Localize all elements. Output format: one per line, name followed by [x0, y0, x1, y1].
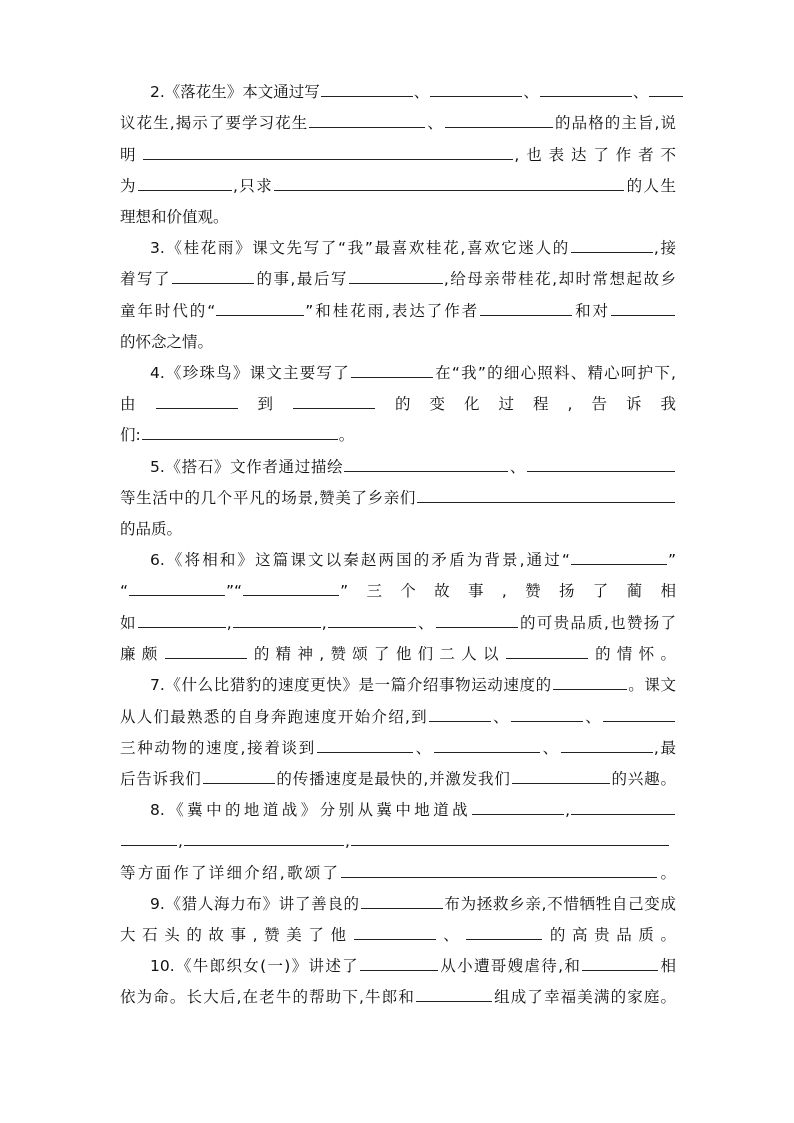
answer-blank[interactable] [321, 77, 413, 97]
answer-blank[interactable] [351, 358, 433, 378]
question-text: 的兴趣。 [610, 770, 676, 788]
question-text: 的高贵品质。 [543, 926, 676, 944]
question-text: 、 [413, 83, 430, 101]
question-line [120, 764, 676, 794]
question-text: 的传播速度是最快的,并激发我们 [275, 770, 511, 788]
answer-blank[interactable] [649, 77, 683, 97]
answer-blank[interactable] [138, 608, 226, 628]
question-text: 的情怀。 [588, 645, 676, 663]
question-text: 的人生 [625, 177, 676, 195]
question-text: , [321, 614, 327, 632]
question-text: 的怀念之情。 [120, 333, 214, 351]
question-text: ,接 [653, 239, 676, 257]
answer-blank[interactable] [142, 420, 338, 440]
question-text: 、 [426, 114, 444, 132]
answer-blank[interactable] [512, 764, 610, 784]
question-line [120, 639, 676, 669]
answer-blank[interactable] [417, 483, 675, 503]
question-line [120, 858, 676, 888]
question-text: 、 [509, 458, 526, 476]
question-text: 的精神,赞颂了他们二人以 [247, 645, 505, 663]
question-line [120, 608, 676, 638]
answer-blank[interactable] [143, 140, 513, 160]
question-line [150, 545, 676, 575]
question-text: 。课文 [627, 676, 676, 694]
answer-blank[interactable] [203, 764, 275, 784]
question-text: 依为命。长大后,在老牛的帮助下,牛郎和 [120, 988, 415, 1006]
question-text: 等生活中的几个平凡的场景,赞美了乡亲们 [120, 489, 416, 507]
answer-blank[interactable] [466, 920, 542, 940]
question-text: ,也表达了作者不 [514, 146, 676, 164]
question-text: 如 [120, 614, 137, 632]
question-text: 6.《将相和》这篇课文以秦赵两国的矛盾为背景,通过“ [150, 551, 570, 569]
question-line [150, 670, 676, 700]
question-text: 、 [632, 83, 649, 101]
question-text: 的事,最后写 [254, 270, 348, 288]
question-line [120, 920, 676, 950]
question-text: , [178, 832, 183, 850]
question-text: 、 [436, 926, 466, 944]
question-line [120, 140, 676, 170]
question-line [120, 483, 676, 513]
question-line [120, 389, 676, 419]
question-line [150, 77, 676, 107]
answer-blank[interactable] [351, 826, 669, 846]
answer-blank[interactable] [540, 77, 632, 97]
question-text: 、 [540, 739, 560, 757]
answer-blank[interactable] [360, 951, 438, 971]
answer-blank[interactable] [165, 639, 247, 659]
answer-blank[interactable] [293, 389, 375, 409]
answer-blank[interactable] [121, 826, 177, 846]
question-text: 议花生,揭示了要学习花生 [120, 114, 309, 132]
answer-blank[interactable] [129, 576, 225, 596]
question-line [120, 202, 676, 232]
question-line [120, 733, 676, 763]
answer-blank[interactable] [571, 545, 667, 565]
question-line [150, 795, 676, 825]
question-text: 的可贵品质,也赞扬了 [518, 614, 676, 632]
answer-blank[interactable] [571, 233, 653, 253]
question-text: , [226, 614, 232, 632]
question-text: 。 [338, 426, 355, 444]
answer-blank[interactable] [274, 171, 624, 191]
question-text: ”“ [226, 582, 243, 600]
answer-blank[interactable] [309, 108, 425, 128]
answer-blank[interactable] [445, 108, 553, 128]
answer-blank[interactable] [472, 795, 564, 815]
question-text: 从小遭哥嫂虐待,和 [438, 957, 582, 975]
question-text: 童年时代的“ [120, 302, 216, 320]
question-text: 和对 [573, 302, 610, 320]
question-line [120, 514, 676, 544]
answer-blank[interactable] [553, 670, 627, 690]
question-text: 、 [413, 739, 433, 757]
question-line [120, 264, 676, 294]
question-text: 到 [238, 395, 293, 413]
question-text: 5.《搭石》文作者通过描绘 [150, 458, 344, 476]
question-line [150, 951, 676, 981]
question-text: 、 [583, 708, 602, 726]
answer-blank[interactable] [561, 733, 653, 753]
answer-blank[interactable] [611, 296, 675, 316]
answer-blank[interactable] [430, 77, 522, 97]
question-text: 理想和价值观。 [120, 208, 229, 226]
question-text: 4.《珍珠鸟》课文主要写了 [150, 364, 350, 382]
question-text: 后告诉我们 [120, 770, 202, 788]
question-line [120, 108, 676, 138]
question-line [150, 358, 676, 388]
question-text: , [565, 801, 570, 819]
question-text: 的变化过程,告诉我 [376, 395, 676, 413]
question-text: 从人们最熟悉的自身奔跑速度开始介绍,到 [120, 708, 428, 726]
question-text: 们: [120, 426, 141, 444]
answer-blank[interactable] [527, 452, 675, 472]
question-text: 3.《桂花雨》课文先写了“我”最喜欢桂花,喜欢它迷人的 [150, 239, 570, 257]
question-line [120, 296, 676, 326]
answer-blank[interactable] [184, 826, 344, 846]
answer-blank[interactable] [506, 639, 588, 659]
question-text: 、 [523, 83, 539, 101]
question-text: 、 [491, 708, 510, 726]
question-text: , [344, 832, 350, 850]
question-text: 为 [120, 177, 137, 195]
answer-blank[interactable] [138, 171, 232, 191]
question-text: 8.《冀中的地道战》分别从冀中地道战 [150, 801, 472, 819]
question-text: 、 [416, 614, 435, 632]
question-text: 7.《什么比猎豹的速度更快》是一篇介绍事物运动速度的 [150, 676, 552, 694]
question-text: 等方面作了详细介绍,歌颂了 [120, 864, 341, 882]
question-line [120, 327, 676, 357]
answer-blank[interactable] [172, 264, 254, 284]
answer-blank[interactable] [216, 296, 304, 316]
question-text: ,只求 [232, 177, 274, 195]
answer-blank[interactable] [361, 889, 443, 909]
question-text: 明 [120, 146, 143, 164]
question-text: 10.《牛郎织女(一)》讲述了 [150, 957, 359, 975]
answer-blank[interactable] [328, 608, 416, 628]
question-text: ” [667, 551, 676, 569]
question-text: 着写了 [120, 270, 171, 288]
question-text: 廉颇 [120, 645, 164, 663]
question-line [120, 420, 676, 450]
question-text: 布为拯救乡亲,不惜牺牲自己变成 [443, 895, 676, 913]
answer-blank[interactable] [156, 389, 238, 409]
answer-blank[interactable] [317, 733, 413, 753]
question-line [120, 171, 676, 201]
answer-blank[interactable] [434, 733, 540, 753]
answer-blank[interactable] [436, 608, 518, 628]
question-line [150, 233, 676, 263]
answer-blank[interactable] [582, 951, 658, 971]
question-line [120, 576, 676, 606]
question-text: “ [120, 582, 129, 600]
question-line [150, 889, 676, 919]
question-text: 的品质。 [120, 520, 183, 538]
answer-blank[interactable] [603, 702, 675, 722]
question-line [150, 452, 676, 482]
answer-blank[interactable] [233, 608, 321, 628]
answer-blank[interactable] [511, 702, 583, 722]
answer-blank[interactable] [349, 264, 443, 284]
question-text: 2.《落花生》本文通过写 [150, 83, 320, 101]
question-line [120, 702, 676, 732]
answer-blank[interactable] [416, 982, 492, 1002]
answer-blank[interactable] [354, 920, 436, 940]
question-text: 组成了幸福美满的家庭。 [492, 988, 676, 1006]
question-text: 三种动物的速度,接着谈到 [120, 739, 316, 757]
answer-blank[interactable] [243, 576, 339, 596]
question-text: 的品格的主旨,说 [553, 114, 676, 132]
question-line [120, 982, 676, 1012]
question-text: ”和桂花雨,表达了作者 [305, 302, 480, 320]
question-text: 由 [120, 395, 155, 413]
question-text: 大石头的故事,赞美了他 [120, 926, 353, 944]
question-text: 9.《猎人海力布》讲了善良的 [150, 895, 360, 913]
question-line [120, 826, 676, 856]
answer-blank[interactable] [341, 858, 657, 878]
question-text: ”三个故事,赞扬了蔺相 [340, 582, 676, 600]
answer-blank[interactable] [429, 702, 491, 722]
question-text: 。 [658, 864, 676, 882]
answer-blank[interactable] [480, 296, 572, 316]
question-text: ,最 [653, 739, 676, 757]
question-text: ,给母亲带桂花,却时常想起故乡 [443, 270, 676, 288]
question-text: 相 [659, 957, 676, 975]
question-text: 在“我”的细心照料、精心呵护下, [433, 364, 676, 382]
answer-blank[interactable] [571, 795, 675, 815]
answer-blank[interactable] [344, 452, 508, 472]
